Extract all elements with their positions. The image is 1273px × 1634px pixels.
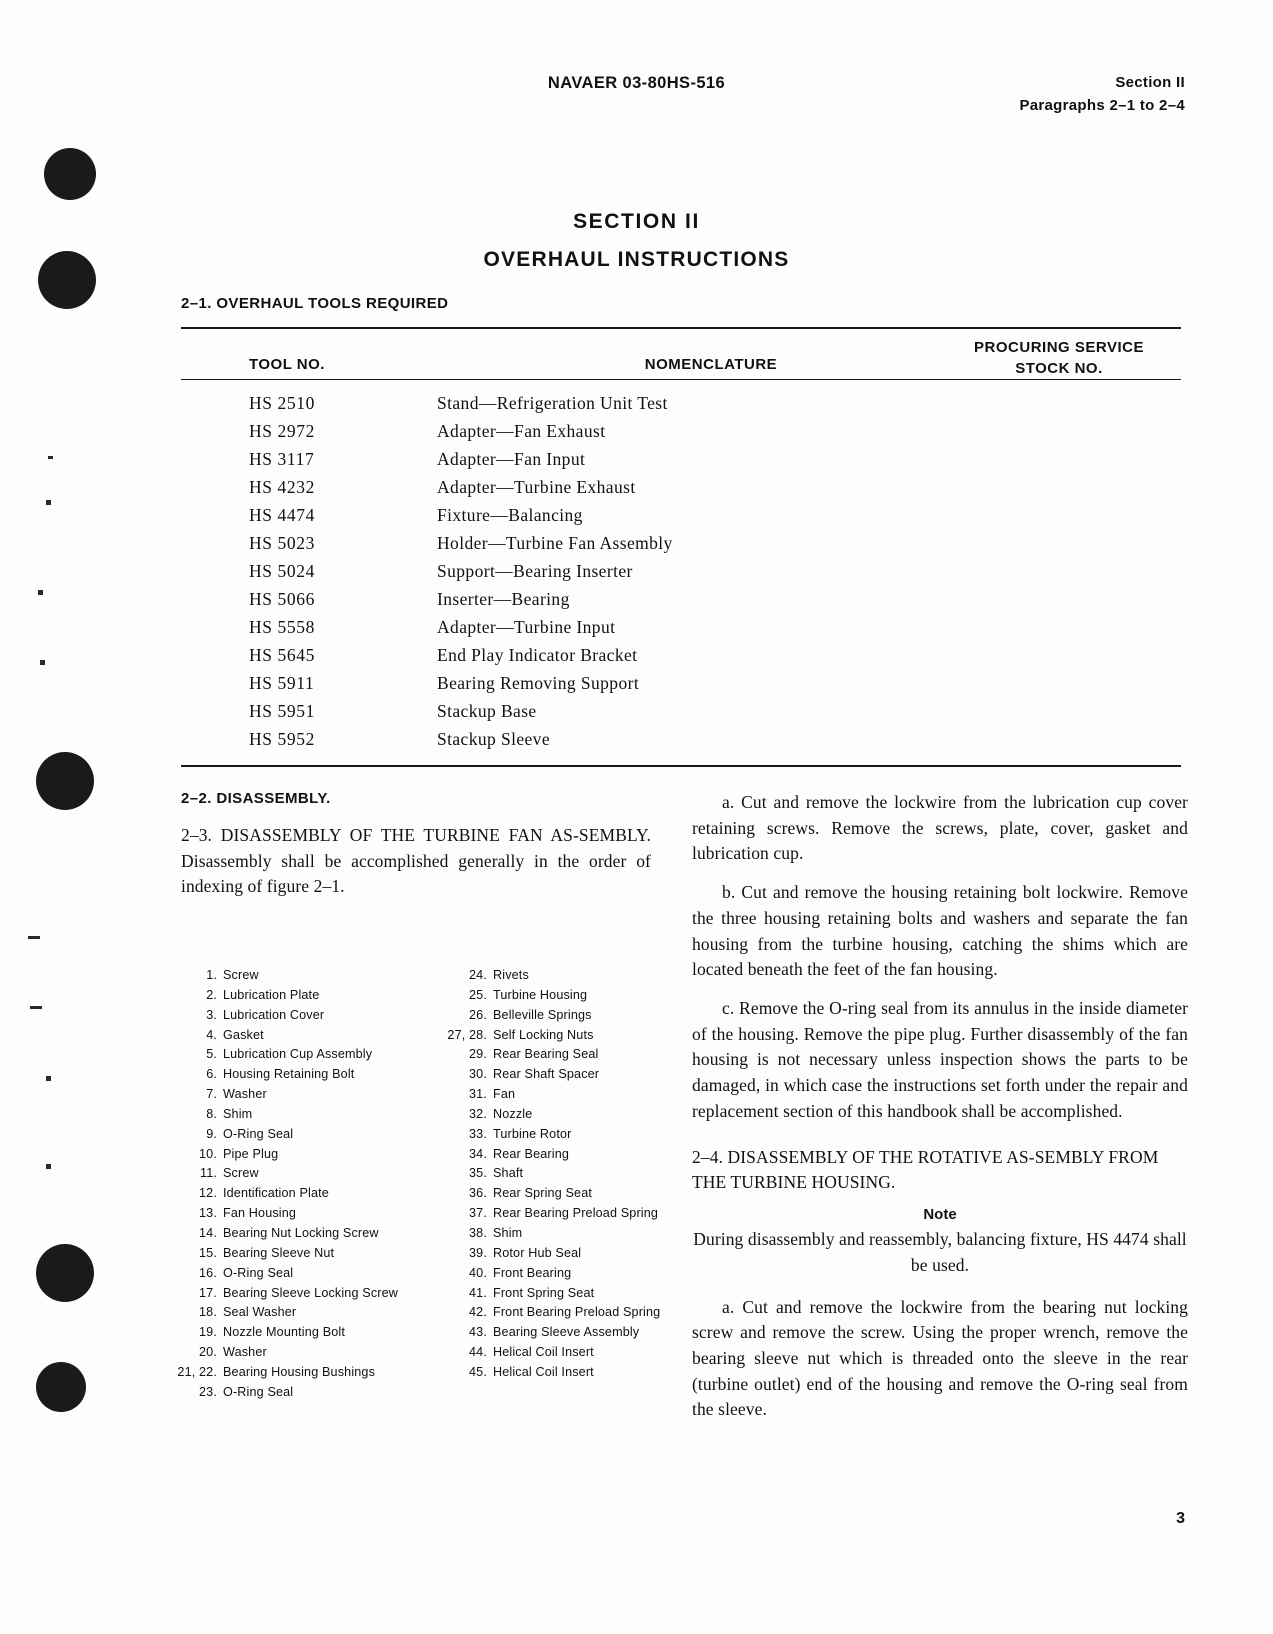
index-number: 35. bbox=[469, 1166, 487, 1181]
table-row bbox=[181, 561, 1181, 589]
punch-hole-4 bbox=[36, 1244, 94, 1302]
index-number: 19. bbox=[199, 1325, 217, 1340]
list-item bbox=[181, 988, 441, 1008]
index-label: Helical Coil Insert bbox=[493, 1364, 594, 1379]
cell-nomenclature: Support—Bearing Inserter bbox=[437, 561, 633, 582]
index-number: 20. bbox=[199, 1345, 217, 1360]
index-label: Self Locking Nuts bbox=[493, 1027, 594, 1042]
index-label: Rear Bearing Seal bbox=[493, 1047, 599, 1062]
table-row bbox=[181, 673, 1181, 701]
index-number: 39. bbox=[469, 1245, 487, 1260]
list-item bbox=[181, 1345, 441, 1365]
heading-2-4: 2–4. DISASSEMBLY OF THE ROTATIVE AS-SEMBLY FROM THE TURBINE HOUSING. bbox=[692, 1146, 1159, 1193]
list-item bbox=[451, 1226, 701, 1246]
column-header-procuring-stock-no bbox=[929, 337, 1189, 381]
index-number: 27, 28. bbox=[447, 1027, 487, 1042]
index-label: Bearing Sleeve Assembly bbox=[493, 1325, 640, 1340]
list-item bbox=[181, 1166, 441, 1186]
list-item bbox=[451, 1266, 701, 1286]
paragraph-b: b. Cut and remove the housing retaining bolt lockwire. Remove the three housing retaining bolts and washers and separate the fan housing from the turbine housing, catching the shims which are located beneath the feet of the fan housing. bbox=[692, 882, 1188, 980]
punch-hole-3 bbox=[36, 752, 94, 810]
index-label: Belleville Springs bbox=[493, 1007, 592, 1022]
index-number: 15. bbox=[199, 1245, 217, 1260]
index-label: Pipe Plug bbox=[223, 1146, 279, 1161]
cell-tool-no: HS 5558 bbox=[249, 617, 315, 638]
list-item bbox=[451, 1305, 701, 1325]
index-number: 30. bbox=[469, 1067, 487, 1082]
index-label: Screw bbox=[223, 968, 259, 982]
table-row bbox=[181, 393, 1181, 421]
cell-nomenclature: Adapter—Turbine Exhaust bbox=[437, 477, 636, 498]
cell-tool-no: HS 5952 bbox=[249, 729, 315, 750]
cell-tool-no: HS 3117 bbox=[249, 449, 315, 470]
disassembly-heading: 2–2. DISASSEMBLY. bbox=[181, 790, 331, 807]
index-number: 4. bbox=[206, 1027, 217, 1042]
index-number: 24. bbox=[469, 968, 487, 982]
index-number: 3. bbox=[206, 1007, 217, 1022]
index-label: O-Ring Seal bbox=[223, 1126, 294, 1141]
column-header-procuring-line1: PROCURING SERVICE bbox=[974, 338, 1144, 356]
cell-tool-no: HS 5024 bbox=[249, 561, 315, 582]
table-row bbox=[181, 589, 1181, 617]
index-label: Lubrication Plate bbox=[223, 987, 320, 1002]
index-label: Front Bearing Preload Spring bbox=[493, 1305, 661, 1320]
index-label: Screw bbox=[223, 1166, 259, 1181]
list-item bbox=[451, 1325, 701, 1345]
page-number: 3 bbox=[1176, 1510, 1185, 1527]
index-label: O-Ring Seal bbox=[223, 1265, 294, 1280]
punch-hole-1 bbox=[44, 148, 96, 200]
list-item bbox=[181, 1028, 441, 1048]
index-label: Housing Retaining Bolt bbox=[223, 1067, 355, 1082]
index-column-right bbox=[447, 968, 701, 1385]
header-right-block bbox=[1019, 72, 1185, 117]
index-number: 17. bbox=[199, 1285, 217, 1300]
index-label: Shim bbox=[493, 1225, 523, 1240]
table-row bbox=[181, 533, 1181, 561]
index-number: 37. bbox=[469, 1206, 487, 1221]
cell-tool-no: HS 5911 bbox=[249, 673, 315, 694]
index-number: 10. bbox=[199, 1146, 217, 1161]
list-item bbox=[181, 1047, 441, 1067]
list-item bbox=[451, 1206, 701, 1226]
index-number: 13. bbox=[199, 1206, 217, 1221]
list-item bbox=[181, 1087, 441, 1107]
list-item bbox=[181, 1147, 441, 1167]
index-number: 6. bbox=[206, 1067, 217, 1082]
list-item bbox=[181, 1246, 441, 1266]
cell-nomenclature: Adapter—Fan Input bbox=[437, 449, 586, 470]
index-number: 29. bbox=[469, 1047, 487, 1062]
index-number: 1. bbox=[206, 968, 217, 982]
margin-tick bbox=[30, 1006, 42, 1009]
index-label: Turbine Rotor bbox=[493, 1126, 572, 1141]
index-number: 14. bbox=[199, 1225, 217, 1240]
table-row bbox=[181, 701, 1181, 729]
list-item bbox=[447, 1027, 701, 1048]
cell-nomenclature: Stackup Base bbox=[437, 701, 537, 722]
cell-nomenclature: Stackup Sleeve bbox=[437, 729, 551, 750]
cell-tool-no: HS 5951 bbox=[249, 701, 315, 722]
index-label: Identification Plate bbox=[223, 1186, 329, 1201]
list-item bbox=[181, 968, 441, 988]
index-label: Helical Coil Insert bbox=[493, 1345, 594, 1360]
index-label: Seal Washer bbox=[223, 1305, 297, 1320]
list-item bbox=[451, 968, 701, 988]
index-label: Turbine Housing bbox=[493, 987, 588, 1002]
list-item bbox=[451, 1365, 701, 1385]
cell-nomenclature: Inserter—Bearing bbox=[437, 589, 570, 610]
note-body: During disassembly and reassembly, balancing fixture, HS 4474 shall be used. bbox=[693, 1229, 1187, 1275]
index-number: 32. bbox=[469, 1106, 487, 1121]
list-item bbox=[451, 1047, 701, 1067]
margin-tick bbox=[48, 456, 53, 459]
paragraph-c: c. Remove the O-ring seal from its annulus in the inside diameter of the housing. Remove the pipe plug. Further disassembly of the fan housing is not necessary unless inspection shows the parts to be damaged, in which case the instructions set forth under the repair and replacement section of this handbook shall be accomplished. bbox=[692, 998, 1188, 1121]
index-number: 31. bbox=[469, 1087, 487, 1102]
index-number: 42. bbox=[469, 1305, 487, 1320]
index-number: 38. bbox=[469, 1225, 487, 1240]
cell-nomenclature: Bearing Removing Support bbox=[437, 673, 640, 694]
paragraph-a-second: a. Cut and remove the lockwire from the bearing nut locking screw and remove the screw. Using the proper wrench, remove the bearing sleeve nut which is threaded onto the sleeve in the rear (turbine outlet) end of the housing and remove the O-ring seal from the sleeve. bbox=[692, 1296, 1188, 1420]
index-label: Rear Spring Seat bbox=[493, 1186, 593, 1201]
index-number: 9. bbox=[206, 1126, 217, 1141]
cell-tool-no: HS 5023 bbox=[249, 533, 315, 554]
index-number: 34. bbox=[469, 1146, 487, 1161]
index-number: 40. bbox=[469, 1265, 487, 1280]
index-number: 5. bbox=[206, 1047, 217, 1062]
index-number: 36. bbox=[469, 1186, 487, 1201]
list-item bbox=[451, 1186, 701, 1206]
column-header-procuring-line2: STOCK NO. bbox=[1015, 360, 1103, 378]
list-item bbox=[451, 1067, 701, 1087]
cell-tool-no: HS 5645 bbox=[249, 645, 315, 666]
margin-tick bbox=[40, 660, 45, 665]
list-item bbox=[451, 1147, 701, 1167]
index-label: Washer bbox=[223, 1345, 267, 1360]
index-number: 23. bbox=[199, 1384, 217, 1399]
paragraph-2-3: 2–3. DISASSEMBLY OF THE TURBINE FAN AS-SEMBLY. Disassembly shall be accomplished generally in the order of indexing of figure 2–1. bbox=[181, 825, 651, 897]
list-item bbox=[451, 1345, 701, 1365]
index-number: 25. bbox=[469, 987, 487, 1002]
index-label: Fan bbox=[493, 1087, 516, 1102]
index-label: Nozzle bbox=[493, 1106, 533, 1121]
index-number: 7. bbox=[206, 1087, 217, 1102]
table-row bbox=[181, 617, 1181, 645]
index-label: Front Spring Seat bbox=[493, 1285, 595, 1300]
index-label: Bearing Nut Locking Screw bbox=[223, 1225, 379, 1240]
margin-tick bbox=[46, 500, 51, 505]
table-row bbox=[181, 477, 1181, 505]
table-row bbox=[181, 505, 1181, 533]
table-header-row bbox=[181, 329, 1181, 379]
index-number: 2. bbox=[206, 987, 217, 1002]
cell-nomenclature: Stand—Refrigeration Unit Test bbox=[437, 393, 668, 414]
cell-tool-no: HS 2510 bbox=[249, 393, 315, 414]
list-item bbox=[451, 1127, 701, 1147]
index-number: 21, 22. bbox=[177, 1364, 217, 1379]
list-item bbox=[181, 1206, 441, 1226]
index-label: Rotor Hub Seal bbox=[493, 1245, 582, 1260]
table-bottom-rule bbox=[181, 765, 1181, 767]
index-number: 26. bbox=[469, 1007, 487, 1022]
list-item bbox=[181, 1266, 441, 1286]
list-item bbox=[181, 1305, 441, 1325]
index-number: 41. bbox=[469, 1285, 487, 1300]
index-label: Rivets bbox=[493, 968, 529, 982]
index-label: Shim bbox=[223, 1106, 253, 1121]
list-item bbox=[181, 1107, 441, 1127]
list-item bbox=[181, 1226, 441, 1246]
left-text-column bbox=[181, 790, 651, 913]
list-item bbox=[181, 1127, 441, 1147]
cell-tool-no: HS 4474 bbox=[249, 505, 315, 526]
index-label: Washer bbox=[223, 1087, 267, 1102]
index-label: Rear Shaft Spacer bbox=[493, 1067, 600, 1082]
table-row bbox=[181, 421, 1181, 449]
cell-nomenclature: End Play Indicator Bracket bbox=[437, 645, 638, 666]
index-label: Lubrication Cup Assembly bbox=[223, 1047, 373, 1062]
list-item bbox=[181, 1008, 441, 1028]
list-item bbox=[181, 1385, 441, 1405]
cell-nomenclature: Adapter—Turbine Input bbox=[437, 617, 616, 638]
cell-tool-no: HS 2972 bbox=[249, 421, 315, 442]
list-item bbox=[451, 1286, 701, 1306]
paragraph-a: a. Cut and remove the lockwire from the lubrication cup cover retaining screws. Remove the screws, plate, cover, gasket and lubrication cup. bbox=[692, 792, 1188, 864]
index-label: Rear Bearing Preload Spring bbox=[493, 1206, 659, 1221]
section-subtitle: OVERHAUL INSTRUCTIONS bbox=[483, 248, 790, 271]
index-label: Lubrication Cover bbox=[223, 1007, 325, 1022]
section-label: Section II bbox=[1115, 74, 1185, 91]
index-label: Gasket bbox=[223, 1027, 264, 1042]
list-item bbox=[451, 1107, 701, 1127]
column-header-nomenclature: NOMENCLATURE bbox=[644, 355, 778, 373]
index-number: 8. bbox=[206, 1106, 217, 1121]
margin-tick bbox=[38, 590, 43, 595]
section-title: SECTION II bbox=[573, 210, 700, 233]
index-column-left bbox=[177, 968, 441, 1405]
cell-nomenclature: Fixture—Balancing bbox=[437, 505, 583, 526]
document-number: NAVAER 03-80HS-516 bbox=[547, 74, 726, 92]
index-label: O-Ring Seal bbox=[223, 1384, 294, 1399]
table-row bbox=[181, 729, 1181, 757]
right-text-column bbox=[692, 790, 1188, 1436]
index-number: 45. bbox=[469, 1364, 487, 1379]
index-label: Fan Housing bbox=[223, 1206, 297, 1221]
margin-tick bbox=[46, 1164, 51, 1169]
margin-tick bbox=[28, 936, 40, 939]
index-label: Rear Bearing bbox=[493, 1146, 570, 1161]
overhaul-tools-table bbox=[181, 327, 1181, 767]
list-item bbox=[181, 1286, 441, 1306]
overhaul-tools-heading: 2–1. OVERHAUL TOOLS REQUIRED bbox=[181, 295, 449, 312]
list-item bbox=[181, 1325, 441, 1345]
list-item bbox=[181, 1067, 441, 1087]
cell-nomenclature: Adapter—Fan Exhaust bbox=[437, 421, 606, 442]
index-label: Bearing Sleeve Nut bbox=[223, 1245, 335, 1260]
index-number: 33. bbox=[469, 1126, 487, 1141]
cell-nomenclature: Holder—Turbine Fan Assembly bbox=[437, 533, 673, 554]
index-label: Nozzle Mounting Bolt bbox=[223, 1325, 346, 1340]
list-item bbox=[177, 1364, 441, 1385]
column-header-tool-no: TOOL NO. bbox=[249, 355, 325, 373]
index-label: Front Bearing bbox=[493, 1265, 572, 1280]
index-number: 43. bbox=[469, 1325, 487, 1340]
cell-tool-no: HS 5066 bbox=[249, 589, 315, 610]
list-item bbox=[451, 1166, 701, 1186]
list-item bbox=[451, 988, 701, 1008]
list-item bbox=[451, 1008, 701, 1028]
punch-hole-5 bbox=[36, 1362, 86, 1412]
index-number: 18. bbox=[199, 1305, 217, 1320]
table-row bbox=[181, 449, 1181, 477]
list-item bbox=[181, 1186, 441, 1206]
list-item bbox=[451, 1246, 701, 1266]
margin-tick bbox=[46, 1076, 51, 1081]
index-number: 16. bbox=[199, 1265, 217, 1280]
index-label: Bearing Housing Bushings bbox=[223, 1364, 376, 1379]
index-number: 12. bbox=[199, 1186, 217, 1201]
paragraph-range-label: Paragraphs 2–1 to 2–4 bbox=[1019, 96, 1185, 114]
list-item bbox=[451, 1087, 701, 1107]
index-label: Bearing Sleeve Locking Screw bbox=[223, 1285, 399, 1300]
note-title: Note bbox=[923, 1206, 957, 1224]
table-row bbox=[181, 645, 1181, 673]
table-body bbox=[181, 380, 1181, 757]
index-number: 11. bbox=[199, 1166, 217, 1181]
index-label: Shaft bbox=[493, 1166, 524, 1181]
cell-tool-no: HS 4232 bbox=[249, 477, 315, 498]
index-number: 44. bbox=[469, 1345, 487, 1360]
